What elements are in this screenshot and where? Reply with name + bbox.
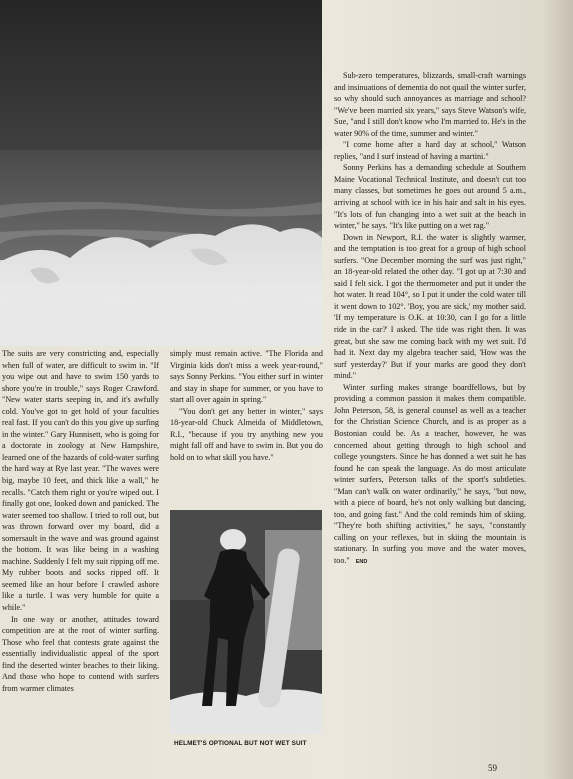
surfer-in-wetsuit-photo	[170, 510, 322, 734]
page-edge-shadow	[543, 0, 573, 779]
final-paragraph	[334, 382, 526, 569]
paragraph: Down in Newport, R.I. the water is slightly warmer, and the temptation is too great for a group of high school surfers. "One December morning the surf was just right," an 18-year-old related the other day. "I got up at 7:30 and said I felt sick. I got the thermometer and put it under the hot water. It read 104°, so I put it under the cold water till it went down to 102°. 'Boy, you are sick,' my mother said. 'If my temperature is O.K. at 10:30, can I go for a little ride in the car?' I asked. The tide was right then. It was great, but she saw me coming back with my wet suit. I'd had it. Next day my algebra teacher said, 'How was the surf yesterday?' But if your marks are good they don't mind."	[334, 232, 526, 381]
winter-surf-photo	[0, 0, 322, 346]
paragraph: The suits are very constricting and, especially when full of water, are difficult to swim in. "If you wipe out and have to swim 150 yards to shore you're in trouble," says Roger Crawford. "New water starts seeping in, and it's awfully cold. You've got to get hold of your faculties real fast. If you can't do this you give up surfing in the winter." Gary Hunnisett, who is going for a doctorate in zoology at New Hampshire, learned one of the hazards of cold-water surfing the hard way at Rye last year. "The waves were big, maybe 10 feet, and thick like a wall," he recalls. "Catch them right or you're wiped out. I finally got one, looked down and panicked. The water seemed too shallow. I tried to roll out, but was thrown forward over my board, did a somersault in the wave and was ground against the bottom. It was like being in a washing machine. Suddenly I felt my suit ripping off me. My rubber boots and socks ripped off. It seemed like an hour before I crawled ashore like a turtle. I was very humble for quite a while."	[2, 349, 159, 613]
article-column-2	[170, 348, 323, 463]
surfer-illustration	[170, 510, 322, 734]
paragraph: "I come home after a hard day at school," Watson replies, "and I surf instead of having a martini."	[334, 140, 526, 161]
paragraph: Sonny Perkins has a demanding schedule at Southern Maine Vocational Technical Institute, and doesn't cut too many classes, but sometimes he goes out around 5 a.m., arriving at school with ice in his hair and salt in his eyes. "It's lots of fun changing into a wet suit at the beach in winter," he says. "It's like putting on a wet rag."	[334, 163, 526, 231]
article-column-3	[334, 70, 526, 569]
paragraph: In one way or another, attitudes toward competition are at the root of winter surfing. Those who feel that contests grate against the essentially individualistic appeal of the sport find the deserted winter beaches to their liking. And those who hope to contend with surfers from warmer climates	[2, 614, 159, 693]
page-number: 59	[488, 763, 497, 773]
paragraph-text: Winter surfing makes strange boardfellows, but by providing a common passion it makes them compatible. John Peterson, 58, is general counsel as well as a teacher for the Christian Science Church, and is as proper as a Bostonian could be. As a teacher, however, he was concerned about getting through to high school and college youngsters. Since he has donned a wet suit he has found he can speak the language. As do most articulate winter surfers, Peterson talks of the sport's subtleties. "Man can't walk on water ordinarily," he says, "but now, with a piece of board, he's not only walking but dancing, too, and going fast." And the cold reminds him of skiing. "They're both shifting activities," he says, "constantly calling on your reflexes, but in skiing the mountain is stationary. In surfing you move and the water moves, too."	[334, 382, 526, 565]
end-mark: END	[355, 558, 368, 565]
paragraph: "You don't get any better in winter," says 18-year-old Chuck Almeida of Middletown, R.I., "because if you try anything new you might fall off and have to swim in. But you do hold on to what skill you have."	[170, 406, 323, 462]
paragraph: simply must remain active. "The Florida and Virginia kids don't miss a week year-round," says Sonny Perkins. "You either surf in winter and stay in shape for summer, or you have to start all over again in spring."	[170, 349, 323, 405]
photo-caption: HELMET'S OPTIONAL BUT NOT WET SUIT	[174, 740, 307, 747]
paragraph: Sub-zero temperatures, blizzards, small-craft warnings and insinuations of dementia do not quail the winter surfer, so why should such annoyances as marriage and school? "We've been married six years," says Steve Watson's wife, Sue, "and I still don't know who I'm married to. He's in the water 90% of the time, summer and winter."	[334, 71, 526, 138]
article-column-1	[2, 348, 159, 694]
surf-scene-illustration	[0, 0, 322, 346]
